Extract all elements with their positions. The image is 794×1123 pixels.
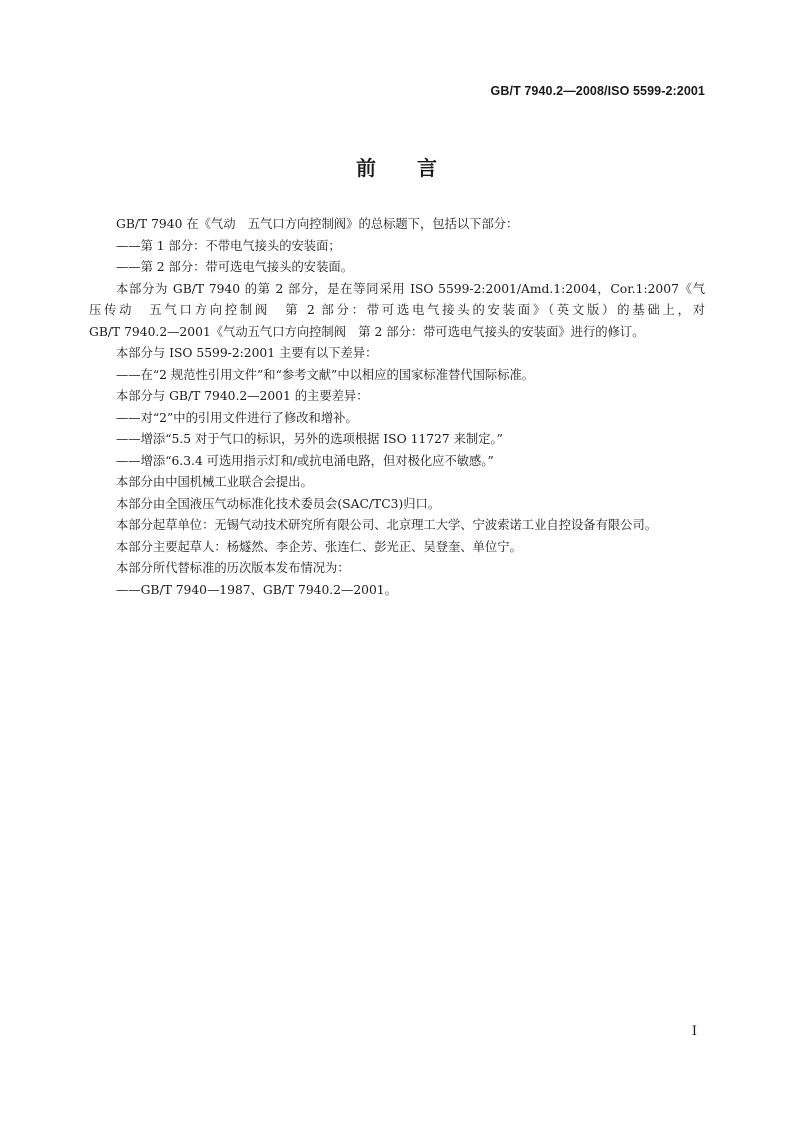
list-item-part2: ——第 2 部分：带可选电气接头的安装面。 [116,260,353,274]
paragraph-proposer: 本部分由中国机械工业联合会提出。 [116,475,313,489]
title-char-2: 言 [417,156,438,180]
paragraph-drafters: 本部分主要起草人：杨燧然、李企芳、张连仁、彭光正、吴登奎、单位宁。 [116,539,522,554]
paragraph-gb-diff: 本部分与 GB/T 7940.2—2001 的主要差异： [116,389,369,403]
paragraph-iso-diff: 本部分与 ISO 5599-2:2001 主要有以下差异： [116,346,378,360]
paragraph-technical-committee: 本部分由全国液压气动标准化技术委员会(SAC/TC3)归口。 [116,496,441,511]
page-title [0,152,794,181]
list-item-gb-diff-2: ——增添“5.5 对于气口的标识，另外的选项根据 ISO 11727 来制定。” [116,432,503,446]
paragraph-history: 本部分所代替标准的历次版本发布情况为： [116,561,350,575]
standard-code: GB/T 7940.2—2008/ISO 5599-2:2001 [490,84,705,98]
title-char-1: 前 [356,156,377,180]
paragraph-adoption-line2: 压传动 五气口方向控制阀 第 2 部分：带可选电气接头的安装面》（英文版）的基础上，对 [89,303,705,317]
list-item-gb-diff-1: ——对“2”中的引用文件进行了修改和增补。 [116,410,358,425]
list-item-iso-diff: ——在“2 规范性引用文件”和“参考文献”中以相应的国家标准替代国际标准。 [116,367,535,382]
page-number: I [691,1024,697,1039]
paragraph-adoption-line1: 本部分为 GB/T 7940 的第 2 部分，是在等同采用 ISO 5599-2:2001/Amd.1:2004，Cor.1:2007《气 [116,281,705,296]
list-item-history: ——GB/T 7940—1987、GB/T 7940.2—2001。 [116,582,397,597]
paragraph-intro: GB/T 7940 在《气动 五气口方向控制阀》的总标题下，包括以下部分： [116,217,519,231]
foreword-body [89,214,705,601]
list-item-gb-diff-3: ——增添“6.3.4 可选用指示灯和/或抗电涌电路，但对极化应不敏感。” [116,453,494,468]
paragraph-adoption-line3: GB/T 7940.2—2001《气动五气口方向控制阀 第 2 部分：带可选电气接头的安装面》进行的修订。 [89,324,645,339]
paragraph-drafting-units: 本部分起草单位：无锡气动技术研究所有限公司、北京理工大学、宁波索诺工业自控设备有限公司。 [116,518,658,532]
list-item-part1: ——第 1 部分：不带电气接头的安装面； [116,238,341,253]
